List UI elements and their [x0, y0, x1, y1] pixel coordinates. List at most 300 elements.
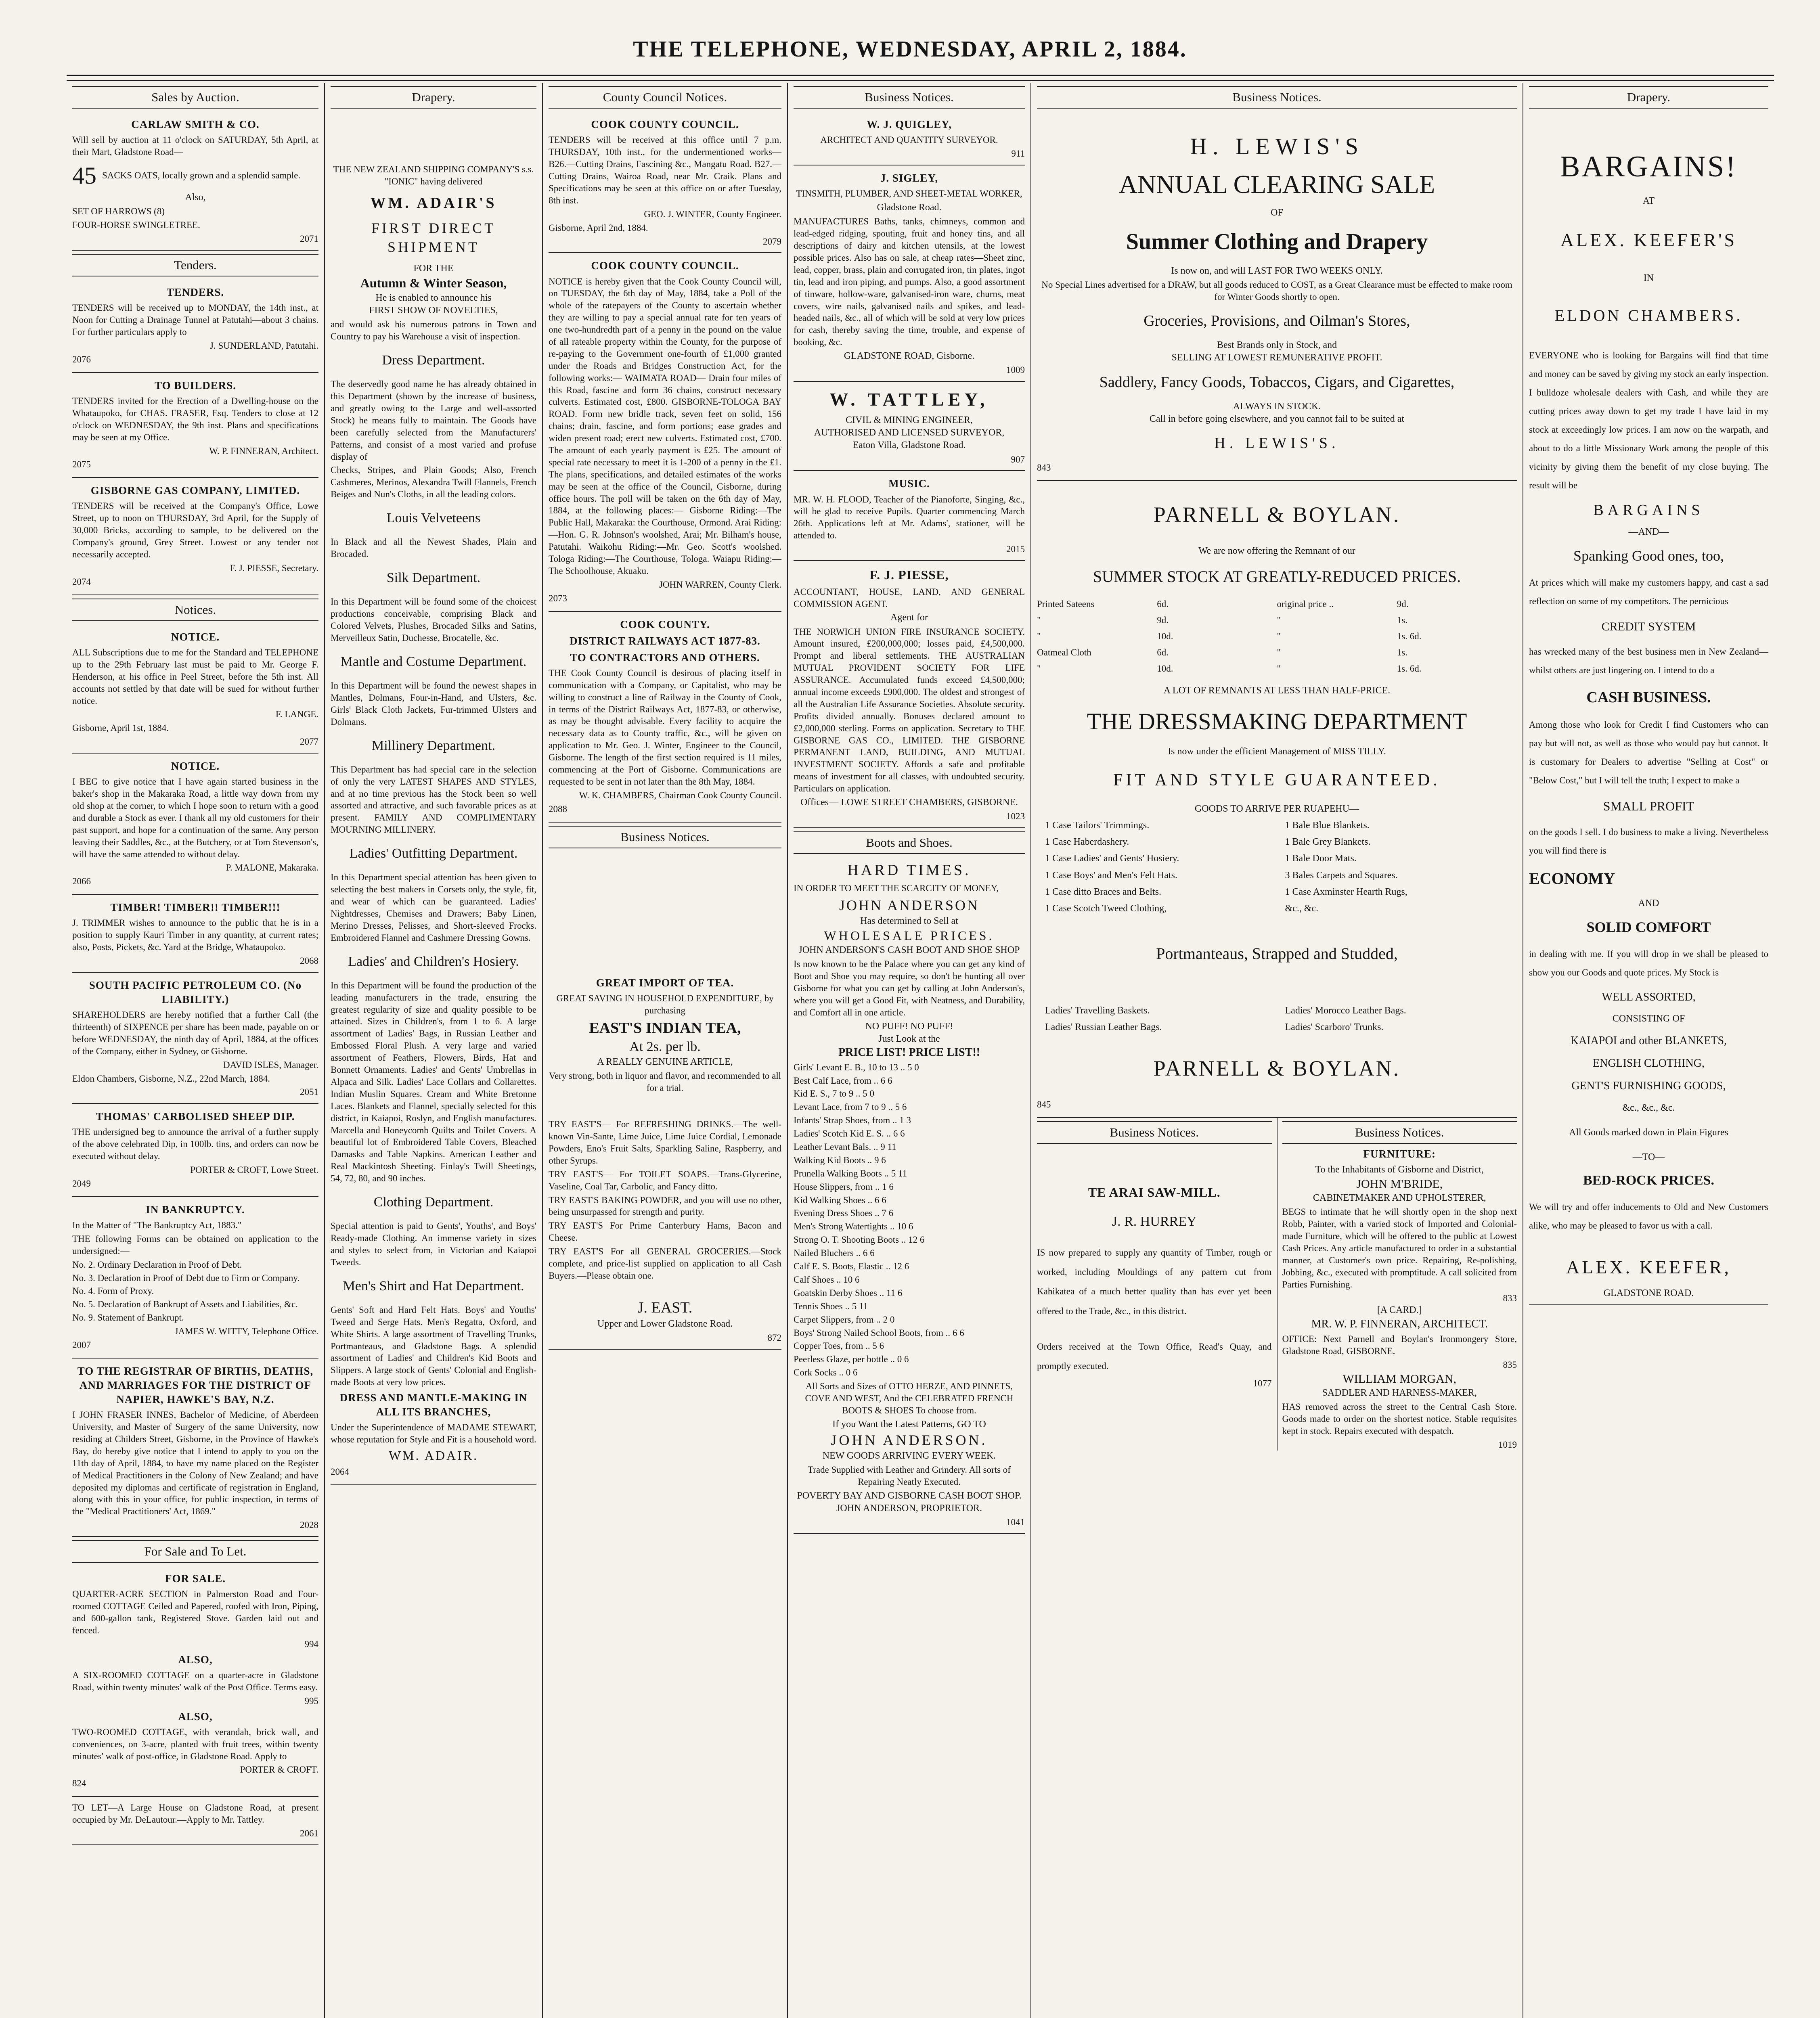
ad-title: W. J. QUIGLEY,	[867, 118, 952, 131]
ad-subtitle: TO CONTRACTORS AND OTHERS.	[570, 651, 760, 664]
ad-number: 911	[1011, 149, 1025, 159]
and2: AND	[1638, 898, 1659, 909]
ja-body2: Has determined to Sell at	[860, 915, 958, 926]
first-shipment: FIRST DIRECT SHIPMENT	[371, 220, 496, 255]
price-row: Infants' Strap Shoes, from .. 1 3	[794, 1115, 911, 1126]
price-item: Oatmeal Cloth	[1037, 647, 1091, 657]
ad-addr: Eaton Villa, Gladstone Road.	[852, 440, 966, 451]
ad-number: 2064	[331, 1466, 349, 1477]
try-item: TRY EAST'S For all GENERAL GROCERIES.—Stock complete, and price-list supplied on application to all Cash Buyers.—Please obtain one.	[549, 1246, 781, 1281]
of: OF	[1271, 207, 1283, 218]
ja-new: NEW GOODS ARRIVING EVERY WEEK.	[822, 1450, 996, 1461]
price-row: Cork Socks .. 0 6	[794, 1367, 858, 1378]
ad-number: 2049	[72, 1179, 91, 1189]
ad-body: THE Cook County Council is desirous of placing itself in communication with a Company, or Capitalist, who may be willing to construct a line of Railway in the County of Cook, in terms of the District Railways Act, 1877-83, or otherwise, as may be thought advisable. Every facility to acquire the necessary data as to County traffic, &c., will be given on application to Mr. Geo. J. Winter, Engineer to the Council, Gisborne. The length of the first section required is 11 miles, commencing at the Port of Gisborne. Communications are requested to be sent in not later than the 8th May, 1884.	[549, 668, 781, 787]
goods-item: 3 Bales Carpets and Squares.	[1285, 870, 1398, 881]
price-was: 9d.	[1397, 599, 1409, 609]
bag-item: Ladies' Morocco Leather Bags.	[1285, 1005, 1406, 1016]
ja-puff: NO PUFF! NO PUFF!	[865, 1021, 953, 1032]
ad-date: Eldon Chambers, Gisborne, N.Z., 22nd March, 1884.	[72, 1073, 270, 1084]
ad-county-railways	[549, 612, 781, 823]
ja-body3: Is now known to be the Palace where you can get any kind of Boot and Shoe you may require, so don't be hunting all over Gisborne for what you can get by calling at John Anderson's, where you will get a Good Fit, with Neatness, and Durability, and Comfort all in one article.	[794, 959, 1025, 1018]
ad-number: 2088	[549, 804, 567, 814]
keefer-name: ALEX. KEEFER'S	[1560, 229, 1737, 250]
clothing-head: Clothing Department.	[373, 1194, 494, 1210]
goods-item: 1 Case Scotch Tweed Clothing,	[1045, 903, 1167, 914]
price-row: House Slippers, from .. 1 6	[794, 1181, 894, 1192]
ad-subtitle: CIVIL & MINING ENGINEER,	[845, 415, 973, 426]
hurrey-orders: Orders received at the Town Office, Read's Quay, and promptly executed.	[1037, 1341, 1272, 1371]
ad-to-let	[72, 1797, 318, 1845]
tea-body2: Very strong, both in liquor and flavor, and recommended to all for a trial.	[549, 1071, 781, 1093]
ad-notice-subscriptions	[72, 624, 318, 754]
ad-date: Gisborne, April 2nd, 1884.	[549, 222, 648, 233]
section-head-business: Business Notices.	[794, 86, 1025, 109]
ja-shop: JOHN ANDERSON'S CASH BOOT AND SHOE SHOP	[798, 945, 1020, 956]
ad-date: Gisborne, April 1st, 1884.	[72, 723, 169, 733]
price-row: Calf Shoes .. 10 6	[794, 1274, 860, 1285]
goods-item: 1 Bale Door Mats.	[1285, 853, 1357, 864]
morgan: WILLIAM MORGAN,	[1342, 1372, 1457, 1386]
dressmaking-head: DRESS AND MANTLE-MAKING IN ALL ITS BRANCHES,	[339, 1392, 528, 1418]
ad-timber	[72, 895, 318, 973]
finneran: MR. W. P. FINNERAN, ARCHITECT.	[1311, 1317, 1488, 1330]
ad-title: IN BANKRUPTCY.	[146, 1203, 245, 1216]
bag-item: Ladies' Russian Leather Bags.	[1045, 1022, 1162, 1033]
ad-tender-gas	[72, 478, 318, 595]
sales-quantity: 45	[72, 162, 96, 189]
dress-head: Dress Department.	[382, 353, 485, 368]
price-row: Nailed Bluchers .. 6 6	[794, 1248, 875, 1258]
ad-tender-builders	[72, 373, 318, 478]
ja-name2: JOHN ANDERSON.	[831, 1432, 988, 1448]
ad-number: 872	[767, 1333, 781, 1343]
bargains-title: BARGAINS!	[1560, 150, 1737, 184]
etc: &c., &c., &c.	[1622, 1102, 1675, 1113]
price-orig: "	[1277, 663, 1281, 674]
ad-number: 2073	[549, 593, 567, 603]
saddlery: Saddlery, Fancy Goods, Tobaccos, Cigars, and Cigarettes,	[1099, 373, 1455, 391]
morgan-body: HAS removed across the street to the Central Cash Store. Goods made to order on the shortest notice. Stable requisites kept in stock. Repairs executed with despatch.	[1282, 1401, 1517, 1436]
price-orig: "	[1277, 647, 1281, 657]
louis-head: Louis Velveteens	[386, 511, 481, 526]
section-head-drapery: Drapery.	[331, 86, 536, 109]
ad-number: 2066	[72, 876, 91, 887]
price-row: Goatskin Derby Shoes .. 11 6	[794, 1287, 903, 1298]
ad-number: 2071	[300, 234, 318, 244]
ad-title: ALSO,	[178, 1653, 213, 1666]
body1: EVERYONE who is looking for Bargains will find that time and money can be saved by giving my stock an early inspection. I bulldoze wholesale dealers with Cash, and while they are cutting prices away down to get my trade I have laid in my stock at exceedingly low prices. I am now on the warpath, and about to do a little Missionary Work among the people of this vicinity by giving them the benefit of my close buying. The result will be	[1529, 350, 1768, 490]
always: ALWAYS IN STOCK.	[1233, 401, 1321, 412]
price-row	[1037, 596, 1517, 612]
list-item: No. 5. Declaration of Bankrupt of Assets and Liabilities, &c.	[72, 1299, 298, 1310]
list-item: No. 3. Declaration in Proof of Debt due to Firm or Company.	[72, 1273, 300, 1283]
millinery-body: This Department has had special care in the selection of only the very LATEST SHAPES AND STYLES, and at no time previous has the Stock been so well assorted and attractive, and such favorable prices as at present. FAMILY AND COMPLIMENTARY MOURNING MILLINERY.	[331, 764, 536, 835]
groceries: Groceries, Provisions, and Oilman's Stores,	[1144, 312, 1410, 329]
in: IN	[1643, 273, 1654, 284]
body7: We will try and offer inducements to Old and New Customers alike, who may be pleased to favor us with a call.	[1529, 1202, 1768, 1231]
body2: At prices which will make my customers happy, and cast a sad reflection on some of my competitors. The pernicious	[1529, 578, 1768, 607]
assorted: WELL ASSORTED,	[1602, 991, 1696, 1003]
ad-number: 845	[1037, 1099, 1051, 1109]
silk-head: Silk Department.	[386, 570, 481, 586]
goods-item: 1 Case Tailors' Trimmings.	[1045, 820, 1150, 831]
ad-number: 1009	[1006, 365, 1025, 375]
ad-title: FOR SALE.	[165, 1572, 226, 1585]
ad-title: MUSIC.	[888, 477, 930, 490]
list-item: No. 4. Form of Proxy.	[72, 1286, 154, 1296]
millinery-head: Millinery Department.	[372, 738, 495, 753]
ad-title: TO THE REGISTRAR OF BIRTHS, DEATHS, AND MARRIAGES FOR THE DISTRICT OF NAPIER, HAWKE'S BAY, N.Z.	[77, 1365, 314, 1406]
list-item: No. 2. Ordinary Declaration in Proof of Debt.	[72, 1259, 242, 1270]
goods-item: 1 Case Boys' and Men's Felt Hats.	[1045, 870, 1177, 881]
call: Call in before going elsewhere, and you cannot fail to be suited at	[1149, 414, 1405, 425]
section-head-sales: Sales by Auction.	[72, 86, 318, 109]
to: —TO—	[1632, 1152, 1665, 1163]
louis-body: In Black and all the Newest Shades, Plain and Brocaded.	[331, 537, 536, 559]
lower-right	[1278, 1118, 1517, 1451]
ad-number: 843	[1037, 462, 1051, 473]
price-row	[1037, 661, 1517, 677]
ad-john-anderson	[794, 857, 1025, 1534]
column-1	[67, 83, 324, 2018]
ad-county-tenders	[549, 112, 781, 253]
portmanteaus: Portmanteaus, Strapped and Studded,	[1156, 944, 1398, 963]
ad-body: NOTICE is hereby given that the Cook County Council will, on TUESDAY, the 6th day of May, 1884, take a Poll of the whole of the ratepayers of the County to ascertain whether they are willing to pay a special annual rate for ten years of one two-hundredth part of a penny in the pound on the value of all rateable property within the County, for the purpose of re-paying to the Government one-fourth of £1,000 granted under the Roads and Bridges Construction Act, for the following works:— WAIMATA ROAD— Drain four miles of this Road, fascine and form 36 chains, construct necessary culverts. Estimated cost, £800. GISBORNE-TOLOGA BAY ROAD. Form new bridle track, seven feet on solid, 156 chains; drain, fascine, and form portions; ease grades and widen present road; erect new culverts. Estimated cost, £700. The amount of each yearly payment is £25. The amount of special rate necessary to meet it is 1-200 of a penny in the £1. The plans, specifications, and detailed estimates of the works may be seen at the office of the Council, Gisborne, during office hours. The poll will be taken on the 6th day of May, 1884, at the following places:— Gisborne Riding:—The Public Hall, Makaraka: the Courthouse, Ormond. Arai Riding:—Hon. G. R. Johnson's woolshed, Arai; Mr. Bilham's house, Patutahi. Waikohu Riding:—Mr. Geo. Scott's woolshed. Tologa Riding:—The Courthouse, Tologa. Waiapu Riding:—The Schoolhouse, Akuaku.	[549, 276, 781, 576]
ja-shop2: POVERTY BAY AND GISBORNE CASH BOOT SHOP.	[797, 1490, 1022, 1501]
ad-piesse	[794, 561, 1025, 828]
profit: SMALL PROFIT	[1603, 799, 1694, 814]
ad-number: 1077	[1253, 1378, 1272, 1389]
price-row: Carpet Slippers, from .. 2 0	[794, 1314, 895, 1325]
price-row: Peerless Glaze, per bottle .. 0 6	[794, 1354, 909, 1365]
outfitting-head: Ladies' Outfitting Department.	[349, 846, 518, 861]
ad-number: 833	[1503, 1293, 1517, 1303]
best: Best Brands only in Stock, and	[1217, 340, 1337, 351]
ad-body: MR. W. H. FLOOD, Teacher of the Pianoforte, Singing, &c., will be glad to receive Pupils. Quarter commencing March 26th. Applications left at Mr. Adams', stationer, will be attended to.	[794, 494, 1025, 541]
novelties: FIRST SHOW OF NOVELTIES,	[369, 305, 498, 316]
enabled: He is enabled to announce his	[375, 292, 492, 303]
silk-body: In this Department will be found some of the choicest productions conceivable, comprising Black and Colored Velvets, Plushes, Brocaded Silks and Satins, Merveilleux Satin, Duchesse, Brocatelle, &c.	[331, 597, 536, 643]
price-was: 1s.	[1397, 615, 1407, 625]
ad-body: THE undersigned beg to announce the arrival of a further supply of the above celebrated Dip, in 100lb. tins, and orders can now be executed without delay.	[72, 1127, 318, 1162]
ad-title: W. TATTLEY,	[829, 389, 989, 410]
ad-number: 824	[72, 1778, 86, 1789]
ad-title: J. SIGLEY,	[880, 172, 938, 184]
finneran-body: OFFICE: Next Parnell and Boylan's Ironmongery Store, Gladstone Road, GISBORNE.	[1282, 1334, 1517, 1356]
economy: ECONOMY	[1529, 869, 1615, 888]
ad-number: 2007	[72, 1340, 91, 1350]
ad-agent: Agent for	[890, 612, 928, 623]
price-orig: "	[1277, 615, 1281, 625]
ad-number: 907	[1011, 454, 1025, 465]
price-row: Tennis Shoes .. 5 11	[794, 1301, 868, 1311]
price-row: Leather Levant Bals. .. 9 11	[794, 1142, 896, 1152]
consisting: CONSISTING OF	[1612, 1013, 1685, 1024]
ad-number: 2074	[72, 576, 91, 587]
ja-trade: Trade Supplied with Leather and Grindery. All sorts of Repairing Neatly Executed.	[808, 1464, 1011, 1487]
ad-body: I JOHN FRASER INNES, Bachelor of Medicine, of Aberdeen University, and Master of Surgery of the same University, now residing at Childers Street, Gisborne, in the Province of Hawke's Bay, do hereby give notice that I intend to apply to you on the 11th day of April, 1884, to have my name placed on the Register of Medical Practitioners in the Colony of New Zealand; and have deposited my diplomas and certificate of registration in England, along with this in your office, for public inspection, in terms of the "Medical Practitioners' Act, 1869."	[72, 1410, 318, 1517]
ad-title: TO BUILDERS.	[154, 379, 237, 391]
try-item: TRY EAST'S— For TOILET SOAPS.—Trans-Glycerine, Vaseline, Coal Tar, Carbolic, and Fancy ditto.	[549, 1169, 781, 1191]
ad-title: SOUTH PACIFIC PETROLEUM CO. (No LIABILITY.)	[89, 979, 302, 1006]
ad-addr: GLADSTONE ROAD, Gisborne.	[844, 351, 975, 362]
price-row: Evening Dress Shoes .. 7 6	[794, 1208, 894, 1218]
price-row: Kid Walking Shoes .. 6 6	[794, 1195, 886, 1205]
section-head-tenders: Tenders.	[72, 254, 318, 276]
ad-h-lewis	[1037, 112, 1517, 481]
mbride-title: CABINETMAKER AND UPHOLSTERER,	[1313, 1193, 1486, 1204]
ad-subtitle: TINSMITH, PLUMBER, AND SHEET-METAL WORKER,	[796, 188, 1022, 199]
ad-body: TENDERS will be received up to MONDAY, the 14th inst., at Noon for Cutting a Drainage Tunnel at Patutahi—about 3 chains. For further particulars apply to	[72, 303, 318, 337]
ad-number: 2077	[300, 737, 318, 747]
ad-body: TENDERS will be received at the Company's Office, Lowe Street, up to noon on THURSDAY, 3rd April, for the Supply of 30,000 Bricks, according to sample, to be delivered on the Company's ground, Grey Street. Lowest or any tender not necessarily accepted.	[72, 501, 318, 559]
lower-left	[1037, 1118, 1278, 1451]
ad-title: ALSO,	[178, 1710, 213, 1723]
ad-quigley	[794, 112, 1025, 165]
ad-signature: JAMES W. WITTY, Telephone Office.	[174, 1326, 318, 1337]
ad-body: TO LET—A Large House on Gladstone Road, at present occupied by Mr. DeLautour.—Apply to Mr. Tattley.	[72, 1802, 318, 1825]
ad-subtitle: ACCOUNTANT, HOUSE, LAND, AND GENERAL COMMISSION AGENT.	[794, 586, 1025, 609]
spanking: Spanking Good ones, too,	[1573, 548, 1724, 564]
price-row: Kid E. S., 7 to 9 .. 5 0	[794, 1089, 874, 1099]
price-now: 6d.	[1157, 599, 1169, 609]
selling: SELLING AT LOWEST REMUNERATIVE PROFIT.	[1171, 352, 1382, 363]
furniture-head: FURNITURE:	[1363, 1147, 1436, 1160]
price-now: 10d.	[1157, 631, 1173, 641]
ja-sorts: All Sorts and Sizes of OTTO HERZE, AND PINNETS, COVE AND WEST, And the CELEBRATED FRENCH BOOTS & SHOES To choose from.	[805, 1381, 1014, 1415]
ja-want: If you Want the Latest Patterns, GO TO	[832, 1419, 986, 1430]
goods-item: 1 Case Haberdashery.	[1045, 837, 1129, 848]
ad-registrar	[72, 1359, 318, 1537]
price-row: Girls' Levant E. B., 10 to 13 .. 5 0	[794, 1062, 919, 1072]
tilly: Is now under the efficient Management of MISS TILLY.	[1168, 746, 1386, 757]
ad-body: THE following Forms can be obtained on application to the undersigned:—	[72, 1233, 318, 1256]
ja-body: IN ORDER TO MEET THE SCARCITY OF MONEY,	[794, 883, 999, 893]
price-row: Men's Strong Watertights .. 10 6	[794, 1221, 913, 1232]
mbride-body: BEGS to intimate that he will shortly open in the shop next Robb, Painter, with a varied stock of Imported and Colonial-made Furniture, which will be offered to the public at Lowest Cash Prices. Any article manufactured to order in a substantial manner, at Customer's own price. Repairing, Re-polishing, Jobbing, &c., executed with promptitude. A call solicited from Parties Furnishing.	[1282, 1207, 1517, 1290]
price-row: Boys' Strong Nailed School Boots, from .. 6 6	[794, 1327, 964, 1338]
goods-item: &c., &c.	[1285, 903, 1319, 914]
ja-sign: JOHN ANDERSON, PROPRIETOR.	[836, 1503, 982, 1514]
price-orig: "	[1277, 631, 1281, 641]
price-item: "	[1037, 615, 1041, 625]
ad-east-tea	[549, 852, 781, 1350]
ad-signature: PORTER & CROFT.	[240, 1765, 318, 1775]
ad-body: I BEG to give notice that I have again started business in the baker's shop in the Makaraka Road, a little way down from my old shop at the corner, to which I hope soon to return with a good and durable a Stock as ever. I thank all my old customers for their past support, and hope for a continuation of the same. Any person leaving their Saddles, &c., at the Butchery, or at Tom Stevenson's, will have the same attended to without delay.	[72, 777, 318, 859]
ad-signature: W. K. CHAMBERS, Chairman Cook County Council.	[579, 790, 781, 800]
tea-title: EAST'S INDIAN TEA,	[589, 1019, 741, 1036]
card: [A CARD.]	[1377, 1305, 1422, 1316]
ad-number: 1041	[1006, 1517, 1025, 1528]
dressmaking-body: Under the Superintendence of MADAME STEWART, whose reputation for Style and Fit is a household word.	[331, 1422, 536, 1445]
mbride: JOHN M'BRIDE,	[1356, 1177, 1443, 1191]
marked: All Goods marked down in Plain Figures	[1569, 1127, 1728, 1138]
list-item: No. 9. Statement of Bankrupt.	[72, 1313, 184, 1323]
column-5	[1031, 83, 1523, 2018]
ad-number: 1023	[1006, 811, 1025, 822]
ad-signature: DAVID ISLES, Manager.	[223, 1059, 318, 1070]
ad-title: NOTICE.	[171, 760, 220, 772]
english: ENGLISH CLOTHING,	[1593, 1057, 1705, 1070]
ja-name: JOHN ANDERSON	[839, 897, 980, 913]
credit: CREDIT SYSTEM	[1601, 620, 1696, 634]
ad-number: 2061	[300, 1828, 318, 1839]
sawmill: TE ARAI SAW-MILL.	[1088, 1185, 1221, 1199]
ad-signature: J. SUNDERLAND, Patutahi.	[210, 341, 318, 351]
ad-title: THOMAS' CARBOLISED SHEEP DIP.	[96, 1110, 295, 1123]
ad-body: THE NORWICH UNION FIRE INSURANCE SOCIETY. Amount insured, £200,000,000; losses paid, £4,500,000. Prompt and liberal settlements. THE AUSTRALIAN MUTUAL PROVIDENT SOCIETY FOR LIFE ASSURANCE. Accumulated funds exceed £4,500,000; annual income exceeds £900,000. The oldest and strongest of all the Australian Life Assurance Societies. Absolute security. Profits divided annually. Bonuses declared amount to £2,000,000 sterling. Forms on application. Secretary to THE GISBORNE GAS CO., LIMITED. THE GISBORNE PERMANENT LAND, BUILDING, AND MUTUAL INVESTMENT SOCIETY. Affords a safe and profitable means of investment for all classes, with undoubted security. Particulars on application.	[794, 626, 1025, 794]
price-now: 6d.	[1157, 647, 1169, 657]
ask: and would ask his numerous patrons in Town and Country to pay his Warehouse a visit of inspection.	[331, 319, 536, 342]
goods-item: 1 Case Axminster Hearth Rugs,	[1285, 886, 1407, 897]
keefer-sign: ALEX. KEEFER,	[1566, 1256, 1731, 1277]
offering: We are now offering the Remnant of our	[1198, 545, 1355, 556]
price-row	[1037, 628, 1517, 645]
tea-sign: J. EAST.	[637, 1299, 693, 1316]
section-head-business: Business Notices.	[1282, 1121, 1517, 1144]
ad-carlaw-smith	[72, 112, 318, 251]
furniture-to: To the Inhabitants of Gisborne and District,	[1315, 1164, 1484, 1175]
ad-wm-adair	[331, 112, 536, 1485]
goods-item: 1 Bale Grey Blankets.	[1285, 837, 1371, 848]
column-2	[325, 83, 542, 2018]
pb-title: PARNELL & BOYLAN.	[1153, 502, 1401, 527]
cash: CASH BUSINESS.	[1586, 689, 1711, 706]
section-head-notices: Notices.	[72, 599, 318, 621]
goods-grid	[1037, 815, 1517, 919]
hurrey: J. R. HURREY	[1112, 1214, 1197, 1229]
bedrock: BED-ROCK PRICES.	[1583, 1173, 1714, 1188]
price-was: 1s.	[1397, 647, 1407, 657]
ad-body: MANUFACTURES Baths, tanks, chimneys, common and lead-edged ridging, spouting, fruit and honey tins, and all descriptions of dairy and kitchen utensils, at the lowest possible prices. Also has on sale, at cheap rates—Sheet zinc, lead, copper, brass, plain and corrugated iron, tin plates, ingot tin, lead and iron piping, and pumps. Also, a good assortment of tinware, hollow-ware, galvanised-iron ware, churns, meat covers, wire nails, galvanised nails and spikes, and lead-headed nails, &c., all of which will be sold at very low prices for cash, thereby saving the time, trouble, and expense of booking, &c.	[794, 216, 1025, 347]
price-now: 9d.	[1157, 615, 1169, 625]
and: —AND—	[1628, 527, 1669, 538]
masthead-title: THE TELEPHONE, WEDNESDAY, APRIL 2, 1884.	[633, 37, 1187, 62]
ad-petroleum	[72, 973, 318, 1104]
section-head-drapery: Drapery.	[1529, 86, 1768, 109]
ad-title: COOK COUNTY.	[620, 618, 710, 630]
ad-number: 2015	[1006, 544, 1025, 555]
section-head-county: County Council Notices.	[549, 86, 781, 109]
men-head: Men's Shirt and Hat Department.	[343, 1278, 524, 1294]
body5: on the goods I sell. I do business to make a living. Nevertheless you will find there is	[1529, 827, 1768, 856]
ad-tender-tunnel	[72, 280, 318, 373]
comfort: SOLID COMFORT	[1586, 919, 1711, 936]
no-special: No Special Lines advertised for a DRAW, but all goods reduced to COST, as a Great Clearance must be effected to make room for Winter Goods shortly to open.	[1041, 280, 1512, 302]
price-row: Walking Kid Boots .. 9 6	[794, 1155, 886, 1165]
ad-number: 994	[304, 1639, 318, 1650]
hosiery-head: Ladies' and Children's Hosiery.	[348, 954, 519, 969]
dress-body: The deservedly good name he has already obtained in this Department (shown by the increase of business, and greatly owing to the Large and well-assorted Stock) he means fully to maintain. The Goods have been carefully selected from the Manufacturers' Patterns, and consist of a most varied and profuse display of	[331, 379, 536, 462]
ad-offices: Offices— LOWE STREET CHAMBERS, GISBORNE.	[800, 797, 1018, 808]
ad-keefer	[1529, 112, 1768, 1305]
section-head-business: Business Notices.	[549, 826, 781, 848]
ad-signature: F. LANGE.	[275, 709, 318, 720]
section-head-business: Business Notices.	[1037, 86, 1517, 109]
sales-swingletree: FOUR-HORSE SWINGLETREE.	[72, 220, 200, 230]
ja-look: Just Look at the	[878, 1034, 940, 1045]
price-row: Ladies' Scotch Kid E. S. .. 6 6	[794, 1128, 905, 1139]
tea-body: GREAT SAVING IN HOUSEHOLD EXPENDITURE, by purchasing	[556, 993, 774, 1015]
ad-title: COOK COUNTY COUNCIL.	[591, 118, 739, 131]
ad-number: 2028	[300, 1520, 318, 1530]
ad-music	[794, 471, 1025, 561]
ad-title: NOTICE.	[171, 630, 220, 643]
now-on: Is now on, and will LAST FOR TWO WEEKS ONLY.	[1171, 265, 1383, 276]
ad-title: TIMBER! TIMBER!! TIMBER!!!	[110, 901, 281, 914]
masthead-rule	[67, 75, 1774, 81]
clothing-body: Special attention is paid to Gents', Youths', and Boys' Ready-made Clothing. An immense variety in sizes and styles to select from, in Victorian and Kaiapoi Tweeds.	[331, 1221, 536, 1267]
for-the: FOR THE	[413, 263, 454, 274]
ad-title: F. J. PIESSE,	[869, 567, 949, 582]
ad-notice-baker	[72, 754, 318, 895]
try-item: TRY EAST'S— For REFRESHING DRINKS.—The well-known Vin-Sante, Lime Juice, Lime Juice Cordial, Lemonade Powders, Eno's Fruit Salts, Sparkling Saline, Raspberry, and other Syrups.	[549, 1119, 781, 1166]
ad-number: 2068	[300, 956, 318, 966]
adair-sign: WM. ADAIR.	[388, 1448, 479, 1463]
price-row: Strong O. T. Shooting Boots .. 12 6	[794, 1235, 925, 1245]
mantle-body: In this Department will be found the newest shapes in Mantles, Dolmans, Four-in-Hand, and Ulsters, &c. Girls' Black Cloth Jackets, Fur-trimmed Ulsters and Dolmans.	[331, 680, 536, 727]
ad-number: 2079	[763, 236, 781, 247]
ad-bankruptcy	[72, 1197, 318, 1359]
ad-body: J. TRIMMER wishes to announce to the public that he is in a position to supply Kauri Timber in any quantity, at current rates; also, Posts, Pickets, &c. Yard at the Bridge, Whataupoko.	[72, 918, 318, 952]
price-now: 10d.	[1157, 663, 1173, 674]
ad-addr: Gladstone Road.	[877, 202, 942, 213]
ad-number: 2051	[300, 1087, 318, 1097]
ad-number: 1019	[1498, 1439, 1517, 1450]
price-was: 1s. 6d.	[1397, 663, 1422, 674]
hurrey-body: IS now prepared to supply any quantity of Timber, rough or worked, including Mouldings of any pattern cut from Kahikatea of a much better quality than has ever yet been offered to the Trade, &c., in this district.	[1037, 1247, 1272, 1316]
sales-also: Also,	[185, 192, 206, 203]
section-head-business: Business Notices.	[1037, 1121, 1272, 1144]
ad-parnell-boylan	[1037, 481, 1517, 1118]
gents: GENT'S FURNISHING GOODS,	[1571, 1080, 1726, 1093]
tea-price: At 2s. per lb.	[629, 1039, 701, 1055]
tea-sub: A REALLY GENUINE ARTICLE,	[597, 1057, 733, 1068]
section-head-boots: Boots and Shoes.	[794, 831, 1025, 854]
ad-signature: GEO. J. WINTER, County Engineer.	[644, 209, 781, 219]
goods-item: 1 Case Ladies' and Gents' Hosiery.	[1045, 853, 1179, 864]
goods-item: 1 Case ditto Braces and Belts.	[1045, 886, 1161, 897]
ad-sheep-dip	[72, 1104, 318, 1197]
adair-name: WM. ADAIR'S	[370, 195, 497, 212]
price-orig: original price ..	[1277, 599, 1334, 609]
ad-signature: W. P. FINNERAN, Architect.	[209, 446, 318, 456]
ad-body: Will sell by auction at 11 o'clock on SATURDAY, 5th April, at their Mart, Gladstone Road—	[72, 135, 318, 157]
price-was: 1s. 6d.	[1397, 631, 1422, 641]
ad-signature: F. J. PIESSE, Secretary.	[230, 563, 318, 573]
summer-clothing: Summer Clothing and Drapery	[1126, 229, 1428, 255]
annual-clearing: ANNUAL CLEARING SALE	[1118, 170, 1435, 199]
remnants: A LOT OF REMNANTS AT LESS THAN HALF-PRICE.	[1163, 685, 1391, 696]
ad-signature: P. MALONE, Makaraka.	[226, 862, 318, 873]
eldon: ELDON CHAMBERS.	[1554, 306, 1743, 324]
mantle-head: Mantle and Costume Department.	[340, 654, 527, 669]
bag-item: Ladies' Travelling Baskets.	[1045, 1005, 1150, 1016]
ad-number: 2075	[72, 459, 91, 470]
price-row: Best Calf Lace, from .. 6 6	[794, 1075, 892, 1086]
dressmaking-title: THE DRESSMAKING DEPARTMENT	[1087, 708, 1467, 735]
ja-wholesale: WHOLESALE PRICES.	[824, 928, 995, 943]
tea-head: GREAT IMPORT OF TEA.	[596, 976, 734, 989]
section-head-for-sale: For Sale and To Let.	[72, 1540, 318, 1563]
lower-split	[1037, 1118, 1517, 1451]
ad-body: QUARTER-ACRE SECTION in Palmerston Road and Four-roomed COTTAGE Ceiled and Papered, roofed with Iron, Piping, and 600-gallon tank, Registered Stove. Garden laid out and fenced.	[72, 1589, 318, 1636]
pb-title-2: PARNELL & BOYLAN.	[1153, 1056, 1401, 1080]
ad-subtitle: ARCHITECT AND QUANTITY SURVEYOR.	[820, 135, 998, 145]
ad-body: A SIX-ROOMED COTTAGE on a quarter-acre in Gladstone Road, within twenty minutes' walk of the Post Office. Terms easy.	[72, 1670, 318, 1692]
season: Autumn & Winter Season,	[360, 276, 507, 291]
